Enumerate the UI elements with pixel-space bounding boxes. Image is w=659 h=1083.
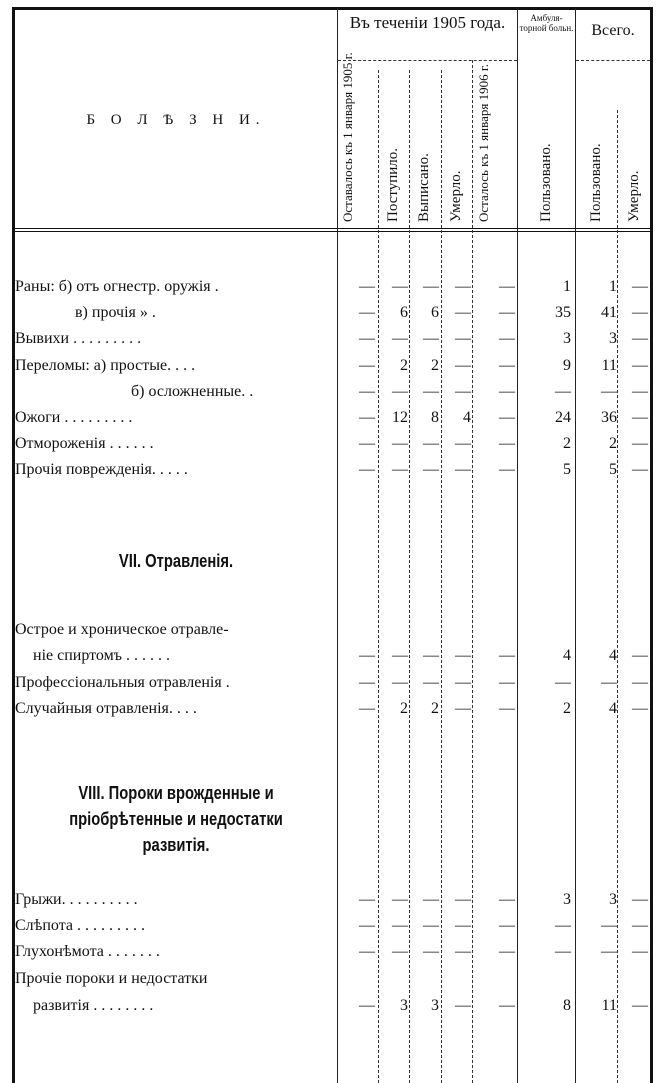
value-cell: 3 — [431, 997, 439, 1014]
value-cell: 2 — [431, 357, 439, 374]
value-cell: — — [499, 278, 515, 295]
column-header-admitted: Поступило. — [385, 147, 401, 222]
value-cell: — — [423, 435, 439, 452]
section-title: развитія. — [142, 835, 210, 855]
value-cell: 2 — [400, 357, 408, 374]
column-header-remaining-end: Осталось къ 1 января 1906 г. — [476, 64, 491, 222]
table-row — [15, 277, 650, 297]
value-cell: — — [392, 891, 408, 908]
value-cell: — — [423, 330, 439, 347]
value-cell: 9 — [563, 357, 571, 374]
header-rule — [15, 231, 650, 232]
value-cell: — — [359, 647, 375, 664]
value-cell: — — [632, 700, 648, 717]
value-cell: — — [455, 435, 471, 452]
disease-label: Ожоги . . . . . . . . . — [15, 409, 133, 426]
value-cell: 6 — [431, 304, 439, 321]
value-cell: — — [423, 943, 439, 960]
value-cell: — — [423, 647, 439, 664]
table-row — [15, 916, 650, 936]
column-header-total-died: Умерло. — [626, 170, 642, 222]
disease-label: Грыжи. . . . . . . . . . — [15, 891, 138, 908]
value-cell: — — [632, 997, 648, 1014]
value-cell: — — [423, 461, 439, 478]
table-row — [15, 646, 650, 666]
value-cell: — — [359, 304, 375, 321]
value-cell: 2 — [400, 700, 408, 717]
value-cell: — — [632, 647, 648, 664]
disease-label: Слѣпота . . . . . . . . . — [15, 917, 145, 934]
disease-label: Прочіе пороки и недостатки — [15, 970, 208, 987]
value-cell: — — [392, 278, 408, 295]
group-header-rule — [338, 60, 517, 61]
value-cell: — — [499, 674, 515, 691]
column-header-died: Умерло. — [448, 170, 464, 222]
value-cell: — — [499, 357, 515, 374]
value-cell: — — [423, 674, 439, 691]
value-cell: 3 — [609, 891, 617, 908]
value-cell: — — [423, 278, 439, 295]
header-rule — [15, 228, 650, 229]
value-cell: 2 — [609, 435, 617, 452]
value-cell: — — [392, 383, 408, 400]
value-cell: 11 — [601, 357, 617, 374]
value-cell: — — [499, 943, 515, 960]
table-row — [15, 890, 650, 910]
table-row — [15, 699, 650, 719]
table-row — [15, 620, 650, 640]
value-cell: 4 — [463, 409, 471, 426]
value-cell: — — [392, 943, 408, 960]
diseases-column-header: Б О Л Ѣ З Н И. — [86, 112, 266, 128]
value-cell: — — [632, 674, 648, 691]
value-cell: — — [499, 435, 515, 452]
value-cell: — — [455, 700, 471, 717]
value-cell: — — [455, 304, 471, 321]
disease-label: в) прочія » . — [75, 304, 156, 321]
table-top-border — [12, 7, 653, 10]
value-cell: — — [601, 383, 617, 400]
value-cell: 1 — [609, 278, 617, 295]
value-cell: — — [455, 674, 471, 691]
table-row — [15, 942, 650, 962]
table-row — [15, 460, 650, 480]
value-cell: — — [455, 278, 471, 295]
value-cell: 8 — [431, 409, 439, 426]
value-cell: — — [632, 357, 648, 374]
value-cell: 1 — [563, 278, 571, 295]
value-cell: — — [423, 383, 439, 400]
value-cell: — — [455, 891, 471, 908]
value-cell: 12 — [392, 409, 408, 426]
value-cell: — — [555, 674, 571, 691]
value-cell: — — [392, 674, 408, 691]
value-cell: — — [601, 674, 617, 691]
value-cell: — — [555, 917, 571, 934]
value-cell: 5 — [563, 461, 571, 478]
table-row — [15, 408, 650, 428]
section-title: VII. Отравленія. — [118, 551, 234, 571]
value-cell: — — [632, 409, 648, 426]
table-row — [15, 673, 650, 693]
column-header-ambulatory-treated: Пользовано. — [538, 143, 554, 222]
disease-label: ніе спиртомъ . . . . . . — [33, 647, 170, 664]
value-cell: — — [632, 891, 648, 908]
value-cell: — — [359, 461, 375, 478]
value-cell: — — [455, 383, 471, 400]
value-cell: — — [632, 330, 648, 347]
value-cell: — — [499, 461, 515, 478]
disease-label: Случайныя отравленія. . . . — [15, 700, 197, 717]
value-cell: 24 — [555, 409, 571, 426]
table-right-border — [650, 7, 653, 1083]
value-cell: — — [359, 674, 375, 691]
value-cell: — — [499, 917, 515, 934]
value-cell: — — [359, 330, 375, 347]
disease-label: Профессіональныя отравленія . — [15, 674, 230, 691]
value-cell: 3 — [563, 330, 571, 347]
value-cell: — — [632, 943, 648, 960]
value-cell: — — [499, 700, 515, 717]
disease-label: развитія . . . . . . . . — [33, 997, 154, 1014]
value-cell: — — [359, 917, 375, 934]
group-header-rule — [576, 60, 650, 61]
disease-label: Раны: б) отъ огнестр. оружія . — [15, 278, 219, 295]
value-cell: — — [455, 357, 471, 374]
column-divider — [617, 110, 618, 1083]
value-cell: — — [632, 917, 648, 934]
value-cell: — — [392, 330, 408, 347]
disease-label: Острое и хроническое отравле- — [15, 621, 229, 638]
value-cell: — — [632, 278, 648, 295]
value-cell: — — [632, 461, 648, 478]
value-cell: — — [359, 278, 375, 295]
group-header-total: Всего. — [591, 22, 635, 39]
value-cell: — — [359, 409, 375, 426]
value-cell: 8 — [563, 997, 571, 1014]
value-cell: 5 — [609, 461, 617, 478]
column-header-total-treated: Пользовано. — [588, 143, 604, 222]
value-cell: — — [359, 357, 375, 374]
value-cell: — — [499, 383, 515, 400]
disease-label: Прочія поврежденія. . . . . — [15, 461, 188, 478]
table-row — [15, 356, 650, 376]
value-cell: — — [359, 383, 375, 400]
value-cell: — — [392, 647, 408, 664]
value-cell: — — [499, 409, 515, 426]
value-cell: 41 — [601, 304, 617, 321]
value-cell: — — [499, 330, 515, 347]
value-cell: — — [632, 383, 648, 400]
table-row — [15, 382, 650, 402]
disease-label: Глухонѣмота . . . . . . . — [15, 943, 160, 960]
value-cell: 36 — [601, 409, 617, 426]
value-cell: — — [392, 917, 408, 934]
value-cell: — — [555, 943, 571, 960]
table-row — [15, 329, 650, 349]
section-title: VIII. Пороки врожденные и — [78, 783, 274, 803]
value-cell: 6 — [400, 304, 408, 321]
value-cell: — — [423, 917, 439, 934]
value-cell: 35 — [555, 304, 571, 321]
value-cell: 4 — [563, 647, 571, 664]
group-header-ambulatory: Амбуля- торной больн. — [519, 13, 574, 33]
column-header-discharged: Выписано. — [416, 153, 432, 222]
section-title: пріобрѣтенные и недостатки — [69, 809, 283, 829]
value-cell: — — [499, 891, 515, 908]
value-cell: 2 — [563, 700, 571, 717]
value-cell: 2 — [563, 435, 571, 452]
value-cell: 4 — [609, 700, 617, 717]
disease-label: Вывихи . . . . . . . . . — [15, 330, 142, 347]
value-cell: — — [423, 891, 439, 908]
group-header-during-year: Въ теченіи 1905 года. — [349, 13, 506, 32]
value-cell: — — [632, 435, 648, 452]
value-cell: — — [499, 647, 515, 664]
value-cell: 4 — [609, 647, 617, 664]
value-cell: — — [455, 943, 471, 960]
value-cell: — — [359, 891, 375, 908]
value-cell: — — [601, 917, 617, 934]
value-cell: — — [601, 943, 617, 960]
disease-label: Переломы: а) простые. . . . — [15, 357, 196, 374]
value-cell: 3 — [400, 997, 408, 1014]
value-cell: 11 — [601, 997, 617, 1014]
value-cell: — — [359, 943, 375, 960]
value-cell: — — [555, 383, 571, 400]
column-header-remaining-start: Оставалось къ 1 января 1905 г. — [340, 52, 355, 222]
value-cell: — — [632, 304, 648, 321]
value-cell: — — [392, 461, 408, 478]
value-cell: — — [499, 997, 515, 1014]
value-cell: — — [455, 647, 471, 664]
value-cell: 3 — [563, 891, 571, 908]
value-cell: — — [455, 917, 471, 934]
value-cell: — — [455, 330, 471, 347]
table-row — [15, 434, 650, 454]
value-cell: — — [359, 700, 375, 717]
value-cell: — — [499, 304, 515, 321]
value-cell: — — [455, 997, 471, 1014]
table-row — [15, 303, 650, 323]
value-cell: 2 — [431, 700, 439, 717]
value-cell: 3 — [609, 330, 617, 347]
value-cell: — — [392, 435, 408, 452]
value-cell: — — [359, 435, 375, 452]
value-cell: — — [455, 461, 471, 478]
value-cell: — — [359, 997, 375, 1014]
disease-label: Отмороженія . . . . . . — [15, 435, 154, 452]
disease-label: б) осложненные. . — [131, 383, 254, 400]
table-row — [15, 969, 650, 989]
table-row — [15, 996, 650, 1016]
